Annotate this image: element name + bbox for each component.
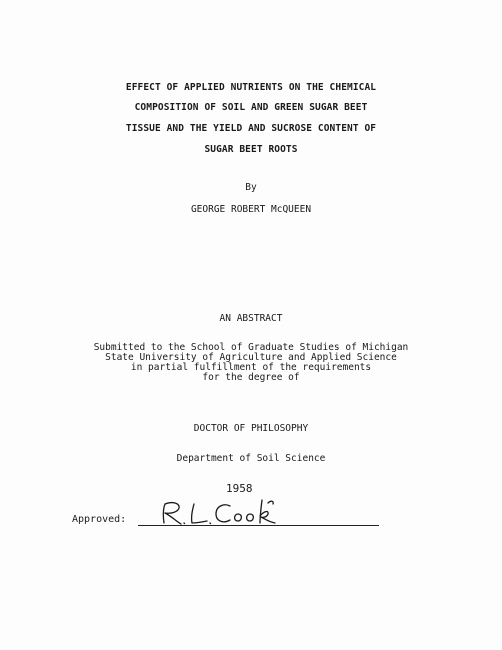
title-line-2: COMPOSITION OF SOIL AND GREEN SUGAR BEET: [134, 102, 368, 113]
title-line-4: SUGAR BEET ROOTS: [204, 144, 298, 155]
year: 1958: [226, 482, 253, 495]
document-type: AN ABSTRACT: [219, 313, 283, 324]
submission-line-4: for the degree of: [202, 372, 300, 383]
degree: DOCTOR OF PHILOSOPHY: [193, 423, 309, 434]
signature-line: [138, 525, 379, 526]
submission-line-3: in partial fulfillment of the requirements: [130, 362, 372, 373]
author-name: GEORGE ROBERT McQUEEN: [190, 204, 312, 215]
submission-line-1: Submitted to the School of Graduate Studies of Michigan: [93, 342, 409, 353]
department: Department of Soil Science: [176, 453, 326, 464]
approved-label: Approved:: [72, 514, 127, 525]
title-line-3: TISSUE AND THE YIELD AND SUCROSE CONTENT OF: [125, 123, 377, 134]
submission-line-2: State University of Agriculture and Applied Science: [105, 352, 397, 363]
title-line-1: EFFECT OF APPLIED NUTRIENTS ON THE CHEMICAL: [125, 82, 377, 93]
by-label: By: [245, 182, 257, 193]
